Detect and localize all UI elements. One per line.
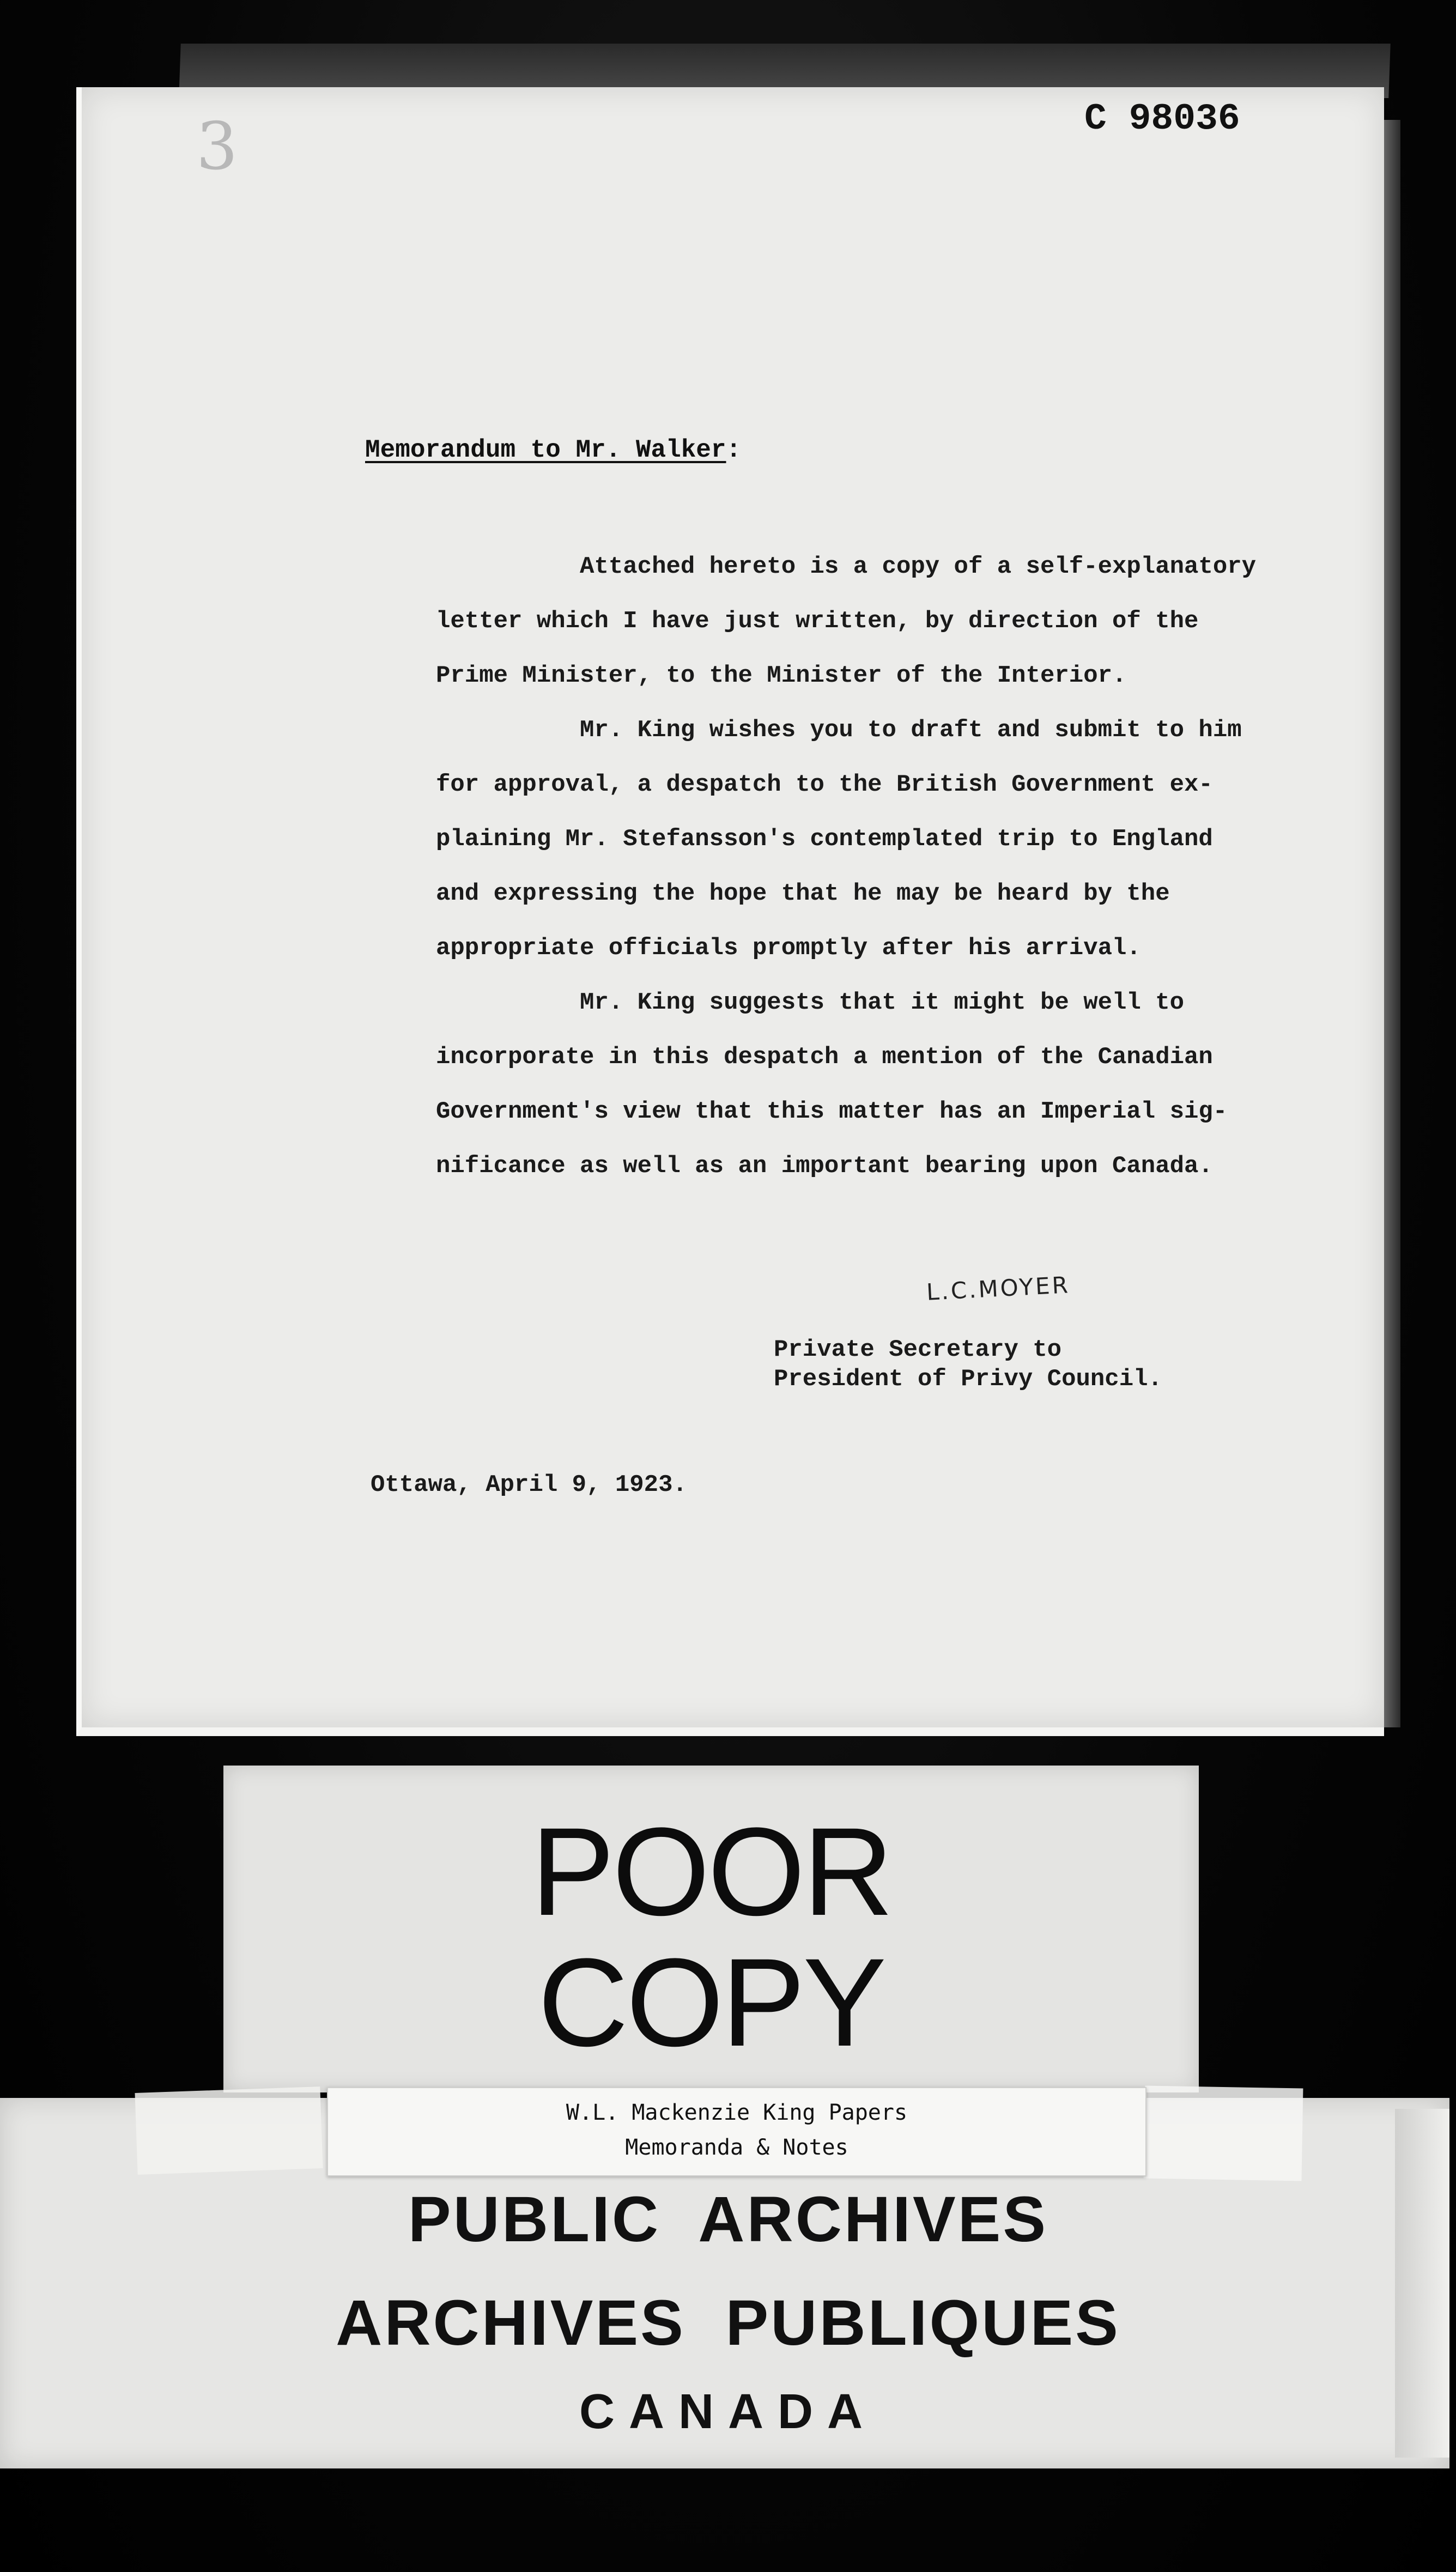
paragraph (436, 703, 1264, 975)
text-line: and expressing the hope that he may be heard by the (436, 880, 1170, 907)
signer-title-line: Private Secretary to (774, 1336, 1062, 1363)
text-line: Mr. King suggests that it might be well to (436, 989, 1185, 1016)
memo-page (76, 87, 1384, 1736)
memo-heading (365, 436, 741, 464)
text-line: appropriate officials promptly after his arrival. (436, 935, 1141, 962)
tape-strip (135, 2086, 323, 2175)
text-line: Mr. King wishes you to draft and submit to him (436, 717, 1242, 744)
collection-label (327, 2087, 1146, 2176)
text-line: incorporate in this despatch a mention of the Canadian (436, 1044, 1213, 1071)
text-line: nificance as well as an important bearing upon Canada. (436, 1152, 1213, 1180)
dateline: Ottawa, April 9, 1923. (371, 1471, 687, 1499)
tape-strip (1144, 2085, 1303, 2181)
signer-title-line: President of Privy Council. (774, 1366, 1162, 1393)
page-number-mark: 3 (196, 109, 238, 185)
poor-copy-word: COPY (538, 1932, 884, 2072)
archives-title-english: PUBLIC ARCHIVES (408, 2183, 1048, 2255)
text-line: Prime Minister, to the Minister of the Interior. (436, 662, 1127, 689)
text-line: Attached hereto is a copy of a self-explanatory (436, 553, 1257, 580)
memo-heading-title: Memorandum to Mr. Walker (365, 436, 726, 464)
handwritten-signature: L.C.MOYER (925, 1271, 1071, 1306)
collection-name: W.L. Mackenzie King Papers (566, 2100, 908, 2125)
collection-series: Memoranda & Notes (625, 2135, 848, 2160)
paragraph (436, 539, 1264, 703)
document-code: C 98036 (1084, 98, 1240, 140)
text-line: letter which I have just written, by direction of the (436, 608, 1199, 635)
memo-body (436, 539, 1264, 1193)
poor-copy-card (223, 1766, 1199, 2092)
text-line: Government's view that this matter has an Imperial sig- (436, 1098, 1228, 1125)
archives-title-french: ARCHIVES PUBLIQUES (336, 2287, 1120, 2359)
archives-country: CANADA (579, 2385, 877, 2439)
signer-title (774, 1335, 1162, 1394)
poor-copy-word: POOR (531, 1801, 891, 1942)
text-line: plaining Mr. Stefansson's contemplated trip to England (436, 826, 1213, 853)
memo-heading-colon: : (726, 436, 742, 464)
text-line: for approval, a despatch to the British Government ex- (436, 771, 1213, 798)
paragraph (436, 975, 1264, 1193)
